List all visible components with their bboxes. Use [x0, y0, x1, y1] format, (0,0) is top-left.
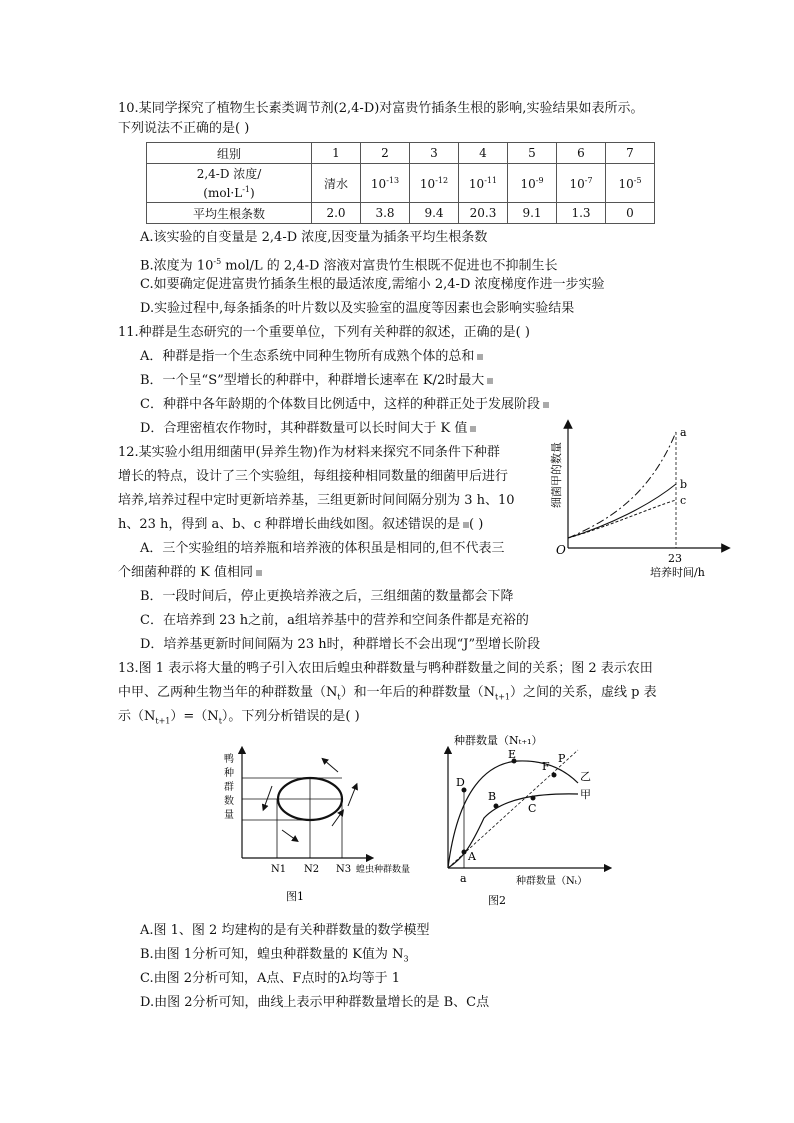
fig1-tick-n3: N3	[336, 864, 352, 875]
fig1-x-label: 蝗虫种群数量	[356, 865, 411, 875]
q10-option-b-post: mol/L 的 2,4-D 溶液对富贵竹生根既不促进也不抑制生长	[221, 258, 558, 274]
q13-option-c: C.由图 2分析可知，A点、F点时的λ均等于 1	[140, 971, 401, 986]
q12-stem-line3: 培养,培养过程中定时更新培养基，三组更新时间间隔分别为 3 h、10	[118, 493, 515, 508]
table-cell	[508, 164, 557, 203]
table-row	[147, 143, 655, 164]
q13-stem2-mid: ）和一年后的种群数量（N	[340, 685, 495, 700]
fig1-y-char: 数	[224, 796, 234, 807]
conc-exp: -5	[633, 175, 642, 185]
conc-header-line1: 2,4-D 浓度/	[196, 166, 262, 181]
table-cell: 7	[606, 143, 655, 164]
curve-b	[568, 484, 676, 538]
fig1-arrow	[324, 760, 338, 772]
q11-option-b	[140, 372, 493, 390]
q10-option-a: A.该实验的自变量是 2,4-D 浓度,因变量为插条平均生根条数	[140, 230, 488, 245]
fig2-label-c: C	[528, 802, 537, 815]
fig1-arrow	[348, 786, 356, 806]
q13-figure1	[220, 748, 420, 908]
table-header-group: 组别	[147, 143, 312, 164]
table-cell: 9.4	[410, 203, 459, 224]
q12-stem-line1: 12.某实验小组用细菌甲(异养生物)作为材料来探究不同条件下种群	[118, 445, 500, 460]
mark-icon	[470, 426, 476, 432]
table-row	[147, 164, 655, 203]
fig2-label-e: E	[508, 748, 517, 761]
q10-results-table	[146, 142, 655, 224]
q10-option-b-sup: -5	[213, 257, 222, 266]
fig2-point-b	[494, 804, 499, 809]
table-cell: 0	[606, 203, 655, 224]
origin-label: O	[556, 543, 566, 557]
q10-option-b-pre: B.浓度为 10	[140, 258, 214, 274]
conc-exp: -12	[435, 175, 449, 185]
q13-option-b-sub: 3	[403, 954, 409, 964]
table-cell: 5	[508, 143, 557, 164]
fig2-label-d: D	[456, 776, 465, 789]
table-row	[147, 203, 655, 224]
fig1-arrow	[282, 830, 296, 840]
fig1-y-char: 群	[224, 782, 234, 793]
conc-base: 10	[419, 176, 436, 191]
table-cell	[410, 164, 459, 203]
q11-option-a-text: A．种群是指一个生态系统中同种生物所有成熟个体的总和	[140, 349, 475, 364]
table-header-concentration	[147, 164, 312, 203]
fig2-label-a-point: A	[468, 850, 476, 863]
table-cell: 20.3	[459, 203, 508, 224]
q13-option-d: D.由图 2分析可知，曲线上表示甲种群数量增长的是 B、C点	[140, 995, 490, 1010]
table-cell: 2	[361, 143, 410, 164]
table-cell	[606, 164, 655, 203]
fig1-y-char: 量	[224, 810, 234, 821]
q12-growth-graph	[540, 420, 730, 580]
fig2-label-p: P	[558, 752, 566, 765]
q10-option-d: D.实验过程中,每条插条的叶片数以及实验室的温度等因素也会影响实验结果	[140, 301, 575, 316]
q11-option-c-text: C．种群中各年龄期的个体数目比例适中，这样的种群正处于发展阶段	[140, 397, 540, 412]
q10-option-b	[140, 253, 558, 275]
x-axis-label: 培养时间/h	[650, 566, 705, 579]
mark-icon	[256, 570, 262, 576]
y-axis-label: 细菌甲的数量	[550, 442, 563, 508]
label-c: c	[680, 494, 687, 507]
mark-icon	[487, 378, 493, 384]
q13-stem3-sub2: t	[218, 716, 222, 726]
q10-option-c: C.如要确定促进富贵竹插条生根的最适浓度,需缩小 2,4-D 浓度梯度作进一步实验	[140, 277, 605, 292]
q12-option-a-line1: A．三个实验组的培养瓶和培养液的体积虽是相同的,但不代表三	[140, 541, 505, 556]
fig2-point-c	[531, 796, 536, 801]
q13-option-b	[140, 946, 409, 969]
q13-stem3-mid: ）=（N	[170, 709, 219, 724]
q13-stem2-pre: 中甲、乙两种生物当年的种群数量（N	[118, 685, 338, 700]
fig2-label-jia: 甲	[580, 788, 591, 801]
q13-option-a: A.图 1、图 2 均建构的是有关种群数量的数学模型	[140, 923, 430, 938]
q13-stem3-pre: 示（N	[118, 709, 156, 724]
q13-figure2	[428, 728, 618, 910]
q12-option-b: B．一段时间后，停止更换培养液之后，三组细菌的数量都会下降	[140, 589, 514, 604]
fig2-x-label: 种群数量（Nₜ）	[516, 876, 588, 887]
fig1-tick-n1: N1	[271, 864, 287, 875]
q10-stem-line2: 下列说法不正确的是( )	[118, 121, 250, 136]
conc-base: 10	[370, 176, 387, 191]
table-cell	[361, 164, 410, 203]
table-cell	[312, 164, 361, 203]
conc-exp: -9	[535, 175, 544, 185]
fig1-arrow	[264, 786, 272, 808]
table-cell	[459, 164, 508, 203]
q13-stem-line2	[118, 684, 657, 707]
q12-stem-line2: 增长的特点，设计了三个实验组，每组接种相同数量的细菌甲后进行	[118, 469, 509, 484]
table-cell: 9.1	[508, 203, 557, 224]
q11-option-a	[140, 348, 483, 366]
fig1-caption: 图1	[286, 890, 304, 903]
q11-stem: 11.种群是生态研究的一个重要单位，下列有关种群的叙述，正确的是( )	[118, 325, 530, 340]
table-cell: 4	[459, 143, 508, 164]
q13-stem2-sub2: t+1	[495, 692, 511, 702]
fig2-label-b: B	[488, 790, 497, 803]
table-cell: 3.8	[361, 203, 410, 224]
q10-stem-line1: 10.某同学探究了植物生长素类调节剂(2,4-D)对富贵竹插条生根的影响,实验结果如表所示。	[118, 101, 644, 116]
conc-base: 10	[520, 176, 536, 191]
label-a: a	[680, 426, 687, 439]
conc-base: 10	[468, 176, 485, 191]
fig2-label-f: F	[542, 760, 550, 773]
table-cell: 2.0	[312, 203, 361, 224]
q13-stem2-sub1: t	[337, 692, 341, 702]
table-cell: 1	[312, 143, 361, 164]
fig2-y-label: 种群数量（Nₜ₊₁）	[454, 734, 543, 747]
q12-stem-line4-text: h、23 h，得到 a、b、c 种群增长曲线如图。叙述错误的是	[118, 517, 461, 532]
q13-stem-line3	[118, 708, 360, 731]
conc-header-sup: -1	[242, 184, 250, 194]
q13-option-b-pre: B.由图 1分析可知，蝗虫种群数量的 K值为 N	[140, 947, 404, 962]
q12-option-c: C．在培养到 23 h之前，a组培养基中的营养和空间条件都是充裕的	[140, 613, 529, 628]
table-cell: 3	[410, 143, 459, 164]
fig1-tick-n2: N2	[304, 864, 320, 875]
q13-stem2-post: ）之间的关系，虚线 p 表	[510, 685, 657, 700]
conc-base: 清水	[323, 176, 348, 191]
q12-stem-line4-tail: ( )	[469, 517, 484, 532]
fig2-point-a	[462, 850, 467, 855]
mark-icon	[477, 354, 483, 360]
conc-base: 10	[569, 176, 585, 191]
mark-icon	[543, 402, 549, 408]
conc-header-close: )	[250, 185, 255, 200]
fig2-label-a-axis: a	[460, 872, 467, 885]
x-tick-23: 23	[668, 552, 682, 565]
q11-option-d-text: D．合理密植农作物时，其种群数量可以长时间大于 K 值	[140, 421, 468, 436]
label-b: b	[680, 478, 688, 491]
fig1-y-char: 鸭	[224, 754, 234, 765]
q13-stem-line1: 13.图 1 表示将大量的鸭子引入农田后蝗虫种群数量与鸭种群数量之间的关系；图 2 表示农田	[118, 661, 653, 676]
fig2-point-f	[552, 773, 557, 778]
table-cell: 1.3	[557, 203, 606, 224]
fig1-y-label	[224, 752, 234, 821]
q12-option-d: D．培养基更新时间间隔为 23 h时，种群增长不会出现“J”型增长阶段	[140, 637, 541, 652]
fig1-y-char: 种	[224, 768, 234, 779]
conc-exp: -11	[484, 175, 498, 185]
fig2-caption: 图2	[488, 894, 506, 907]
q12-stem-line4	[118, 516, 483, 534]
table-cell	[557, 164, 606, 203]
conc-exp: -7	[584, 175, 593, 185]
curve-a	[568, 432, 676, 538]
conc-header-line2: (mol·L	[203, 185, 243, 200]
q12-option-a-line2	[118, 564, 262, 582]
fig2-label-yi: 乙	[580, 770, 591, 783]
conc-exp: -13	[386, 175, 400, 185]
q11-option-c	[140, 396, 549, 414]
conc-base: 10	[618, 176, 634, 191]
q11-option-b-text: B．一个呈“S”型增长的种群中，种群增长速率在 K/2时最大	[140, 373, 485, 388]
table-header-roots: 平均生根条数	[147, 203, 312, 224]
q12-option-a-line2-text: 个细菌种群的 K 值相同	[118, 565, 253, 580]
table-cell: 6	[557, 143, 606, 164]
q13-stem3-sub1: t+1	[155, 716, 171, 726]
q11-option-d	[140, 420, 476, 438]
q13-stem3-post: ）。下列分析错误的是( )	[221, 709, 360, 724]
